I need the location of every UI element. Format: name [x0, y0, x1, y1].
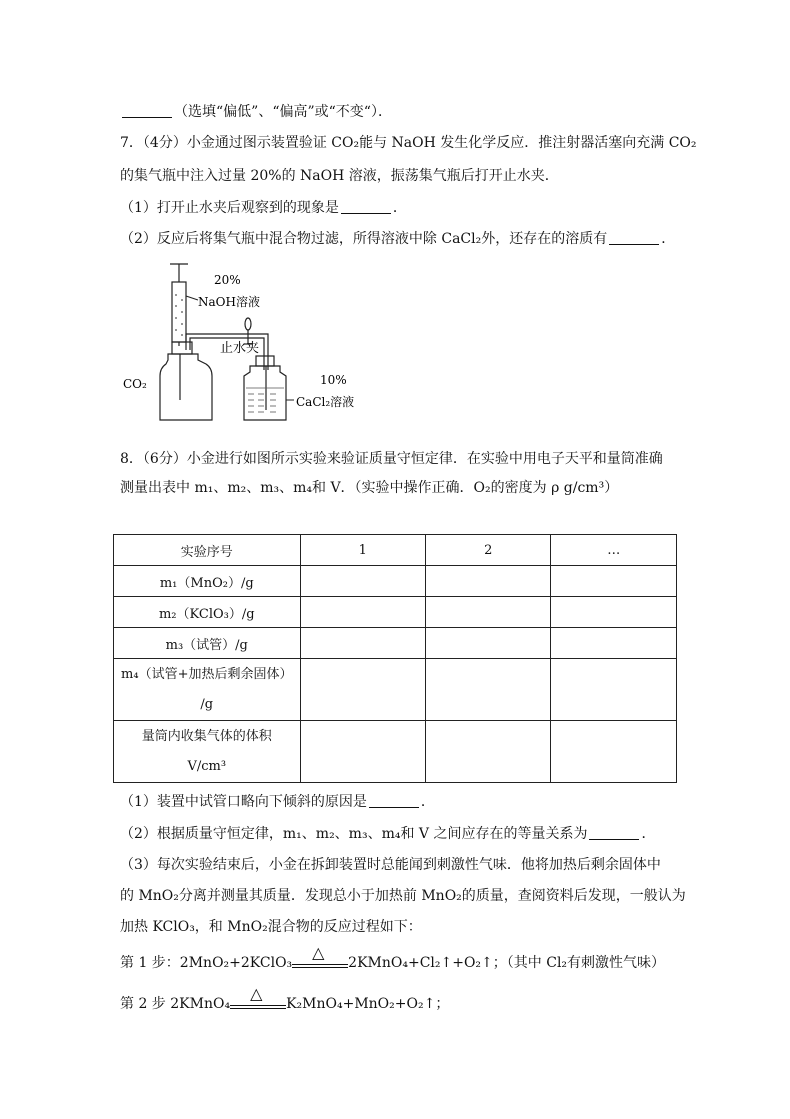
row-label-line2: V/cm³ — [187, 758, 227, 774]
q8-line1: 8．（6分）小金进行如图所示实验来验证质量守恒定律．在实验中用电子天平和量筒准确 — [120, 451, 663, 467]
answer-blank[interactable] — [589, 825, 639, 840]
syringe-liquid — [175, 294, 183, 336]
delta-icon: △ — [312, 943, 325, 962]
reaction-step2 — [120, 984, 450, 1014]
row-label — [114, 721, 301, 783]
syringe — [170, 264, 188, 346]
answer-blank[interactable] — [609, 230, 659, 245]
q7-apparatus-figure — [118, 260, 378, 430]
table-row — [114, 628, 677, 659]
q7-sub1-text: （1）打开止水夹后观察到的现象是 — [120, 200, 339, 216]
heat-equals-sign — [230, 984, 286, 1014]
cacl2-solution — [246, 388, 284, 412]
step2-products: K₂MnO₄+MnO₂+O₂↑； — [286, 996, 450, 1012]
q8-sub1-text: （1）装置中试管口略向下倾斜的原因是 — [120, 794, 367, 810]
step1-products: 2KMnO₄+Cl₂↑+O₂↑；（其中 Cl₂有刺激性气味） — [348, 955, 666, 971]
table-row — [114, 659, 677, 721]
q7-line2: 的集气瓶中注入过量 20%的 NaOH 溶液，振荡集气瓶后打开止水夹． — [120, 168, 559, 184]
row-label-line1: m₄（试管+加热后剩余固体） — [121, 666, 293, 682]
label-naoh: NaOH溶液 — [198, 295, 260, 309]
data-cell[interactable] — [551, 659, 677, 721]
data-cell[interactable] — [426, 628, 551, 659]
data-cell[interactable] — [426, 721, 551, 783]
data-cell[interactable] — [551, 721, 677, 783]
heat-equals-sign — [292, 943, 348, 973]
label-co2: CO₂ — [123, 377, 147, 391]
q7-sub2-end: ． — [661, 231, 676, 247]
data-cell[interactable] — [551, 597, 677, 628]
q8-line2: 测量出表中 m₁、m₂、m₃、m₄和 V．（实验中操作正确．O₂的密度为 ρ g/cm³） — [120, 480, 619, 496]
header-cell: 实验序号 — [114, 535, 301, 566]
q7-sub2 — [120, 229, 675, 249]
q7-line1: 7．（4分）小金通过图示装置验证 CO₂能与 NaOH 发生化学反应．推注射器活塞向充满 CO₂ — [120, 135, 697, 151]
q8-sub2 — [120, 824, 655, 844]
data-cell[interactable] — [300, 597, 425, 628]
table-row — [114, 721, 677, 783]
label-cacl2: CaCl₂溶液 — [296, 395, 355, 409]
q8-sub3-line1: （3）每次实验结束后，小金在拆卸装置时总能闻到刺激性气味．他将加热后剩余固体中 — [120, 857, 661, 873]
data-cell[interactable] — [426, 566, 551, 597]
q8-sub3-line2: 的 MnO₂分离并测量其质量．发现总小于加热前 MnO₂的质量，查阅资料后发现，一般认为 — [120, 888, 686, 904]
answer-blank[interactable] — [122, 103, 172, 118]
row-label: m₃（试管）/g — [114, 628, 301, 659]
q8-sub3-line3: 加热 KClO₃，和 MnO₂混合物的反应过程如下： — [120, 919, 422, 935]
row-label: m₂（KClO₃）/g — [114, 597, 301, 628]
q7-sub1-end: ． — [392, 200, 407, 216]
gas-collecting-bottle — [160, 342, 212, 420]
data-cell[interactable] — [300, 721, 425, 783]
label-pct20: 20% — [214, 273, 241, 287]
q6-tail-text: （选填“偏低”、“偏高”或“不变“）． — [174, 104, 392, 120]
table-header-row — [114, 535, 677, 566]
q7-sub2-text: （2）反应后将集气瓶中混合物过滤，所得溶液中除 CaCl₂外，还存在的溶质有 — [120, 231, 608, 247]
data-cell[interactable] — [551, 628, 677, 659]
q7-sub1 — [120, 198, 407, 218]
row-label-line2: /g — [200, 696, 214, 712]
data-cell[interactable] — [300, 628, 425, 659]
row-label-line1: 量筒内收集气体的体积 — [141, 728, 272, 744]
q8-sub1 — [120, 792, 435, 812]
q6-tail-line — [120, 102, 392, 122]
table-row — [114, 566, 677, 597]
header-cell: 1 — [300, 535, 425, 566]
q8-sub2-end: ． — [641, 826, 656, 842]
data-cell[interactable] — [300, 659, 425, 721]
data-cell[interactable] — [426, 597, 551, 628]
data-cell[interactable] — [426, 659, 551, 721]
label-pct10: 10% — [320, 373, 347, 387]
answer-blank[interactable] — [341, 199, 391, 214]
data-cell[interactable] — [300, 566, 425, 597]
q8-sub2-text: （2）根据质量守恒定律，m₁、m₂、m₃、m₄和 V 之间应存在的等量关系为 — [120, 826, 588, 842]
naoh-leader — [186, 296, 198, 300]
row-label: m₁（MnO₂）/g — [114, 566, 301, 597]
reaction-step1 — [120, 943, 666, 973]
label-clamp: 止水夹 — [220, 341, 260, 356]
answer-blank[interactable] — [369, 793, 419, 808]
header-cell: 2 — [426, 535, 551, 566]
step1-reactants: 第 1 步：2MnO₂+2KClO₃ — [120, 955, 293, 971]
table-row — [114, 597, 677, 628]
header-cell: … — [551, 535, 677, 566]
delta-icon: △ — [250, 984, 263, 1003]
experiment-table — [113, 534, 677, 783]
row-label — [114, 659, 301, 721]
step2-reactants: 第 2 步 2KMnO₄ — [120, 996, 231, 1012]
data-cell[interactable] — [551, 566, 677, 597]
q8-sub1-end: ． — [420, 794, 435, 810]
